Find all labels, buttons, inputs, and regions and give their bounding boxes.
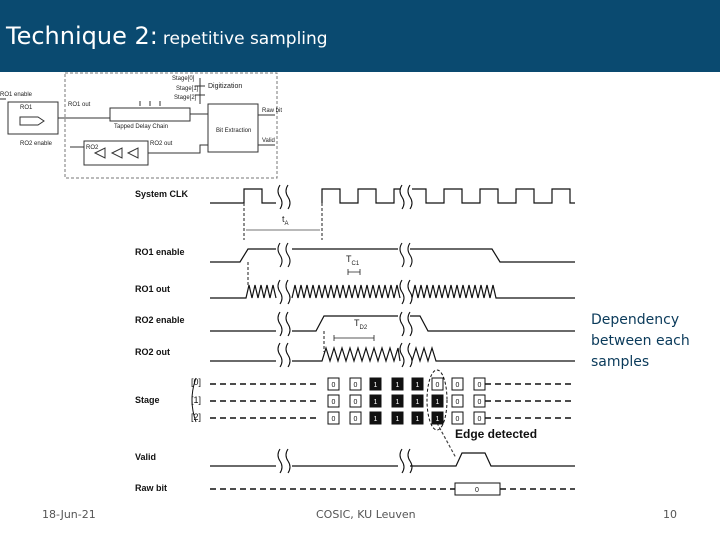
dependency-note: Dependency between each samples	[591, 312, 690, 370]
timing-traces	[210, 189, 575, 495]
stage-cell-value: 1	[373, 382, 378, 389]
ro1-out-waveform	[210, 285, 575, 298]
ro2-enable-waveform	[210, 316, 575, 331]
t-d2-label: $T_{D2}$	[354, 318, 368, 331]
stage-cell-value: 0	[331, 416, 336, 423]
signal-ro2-enable-label: RO2 enable	[135, 315, 185, 325]
edge-detected-label: Edge detected	[455, 427, 538, 441]
block-ro2-label: RO2	[86, 145, 99, 151]
signal-labels	[135, 189, 189, 493]
signal-ro1-out-label: RO1 out	[135, 284, 170, 294]
stage-cell-value: 0	[477, 399, 482, 406]
stage-cell-value: 1	[435, 416, 440, 423]
block-valid-label: Valid	[262, 138, 275, 144]
signal-system-clk-label: System CLK	[135, 189, 189, 199]
block-ro1-enable-label: RO1 enable	[0, 92, 33, 98]
block-ro1-label: RO1	[20, 105, 33, 111]
title-bar	[0, 0, 720, 72]
stage-cell-value: 1	[415, 416, 420, 423]
stage-cell-value: 1	[395, 382, 400, 389]
block-raw-bit-label: Raw bit	[262, 108, 283, 114]
block-ro2-out-label: RO2 out	[150, 141, 173, 147]
stage-2-index: [2]	[191, 412, 202, 422]
valid-waveform	[210, 453, 575, 466]
stage-cell-value: 0	[455, 416, 460, 423]
stage-cell-value: 1	[415, 399, 420, 406]
t-a-label: $t_A$	[282, 214, 289, 227]
signal-stage-label: Stage	[135, 395, 160, 405]
block-stage0-label: Stage[0]	[172, 76, 195, 82]
stage-cell-value: 0	[477, 382, 482, 389]
footer-page-number: 10	[663, 508, 677, 521]
footer-date: 18-Jun-21	[42, 508, 96, 521]
stage-1-index: [1]	[191, 395, 202, 405]
signal-ro1-enable-label: RO1 enable	[135, 247, 185, 257]
system-clk-waveform	[210, 189, 575, 203]
stage-cell-value: 0	[435, 382, 440, 389]
block-diagram-labels	[0, 76, 282, 151]
stage-cell-value: 1	[373, 399, 378, 406]
slide-title-sub: repetitive sampling	[162, 29, 328, 49]
stage-cell-value: 1	[373, 416, 378, 423]
stage-cell-value: 1	[415, 382, 420, 389]
stage-cell-value: 0	[477, 416, 482, 423]
stage-0-index: [0]	[191, 377, 202, 387]
stage-index-labels	[191, 377, 201, 422]
block-ro2-enable-label: RO2 enable	[20, 141, 53, 147]
stage-cell-value: 0	[455, 399, 460, 406]
signal-valid-label: Valid	[135, 452, 157, 462]
stage-cell-value: 1	[395, 399, 400, 406]
timing-figure	[0, 72, 720, 502]
stage-cell-value: 0	[353, 399, 358, 406]
stage-cells	[328, 378, 485, 424]
signal-raw-bit-label: Raw bit	[135, 483, 168, 493]
time-break-marks	[278, 185, 412, 473]
slide-title	[6, 22, 328, 50]
footer-organization: COSIC, KU Leuven	[316, 508, 416, 521]
block-delay-chain-label: Tapped Delay Chain	[114, 124, 169, 130]
block-stage2-label: Stage[2]	[174, 95, 197, 101]
stage-cell-value: 0	[331, 382, 336, 389]
stage-cell-value: 0	[331, 399, 336, 406]
raw-bit-value: 0	[475, 487, 479, 494]
ro1-enable-waveform	[210, 249, 575, 262]
stage-cell-value: 0	[353, 416, 358, 423]
stage-cell-value: 1	[395, 416, 400, 423]
block-ro1-out-label: RO1 out	[68, 102, 91, 108]
slide-title-main: Technique 2:	[6, 22, 158, 50]
stage-cell-value: 1	[435, 399, 440, 406]
stage-cell-value: 0	[455, 382, 460, 389]
block-digitization-label: Digitization	[208, 83, 243, 90]
t-c1-label: $T_{C1}$	[346, 254, 360, 267]
signal-ro2-out-label: RO2 out	[135, 347, 170, 357]
ro2-out-waveform	[210, 348, 575, 361]
stage-cell-value: 0	[353, 382, 358, 389]
block-bit-extraction-label: Bit Extraction	[216, 128, 252, 134]
block-stage1-label: Stage[1]	[176, 86, 199, 92]
